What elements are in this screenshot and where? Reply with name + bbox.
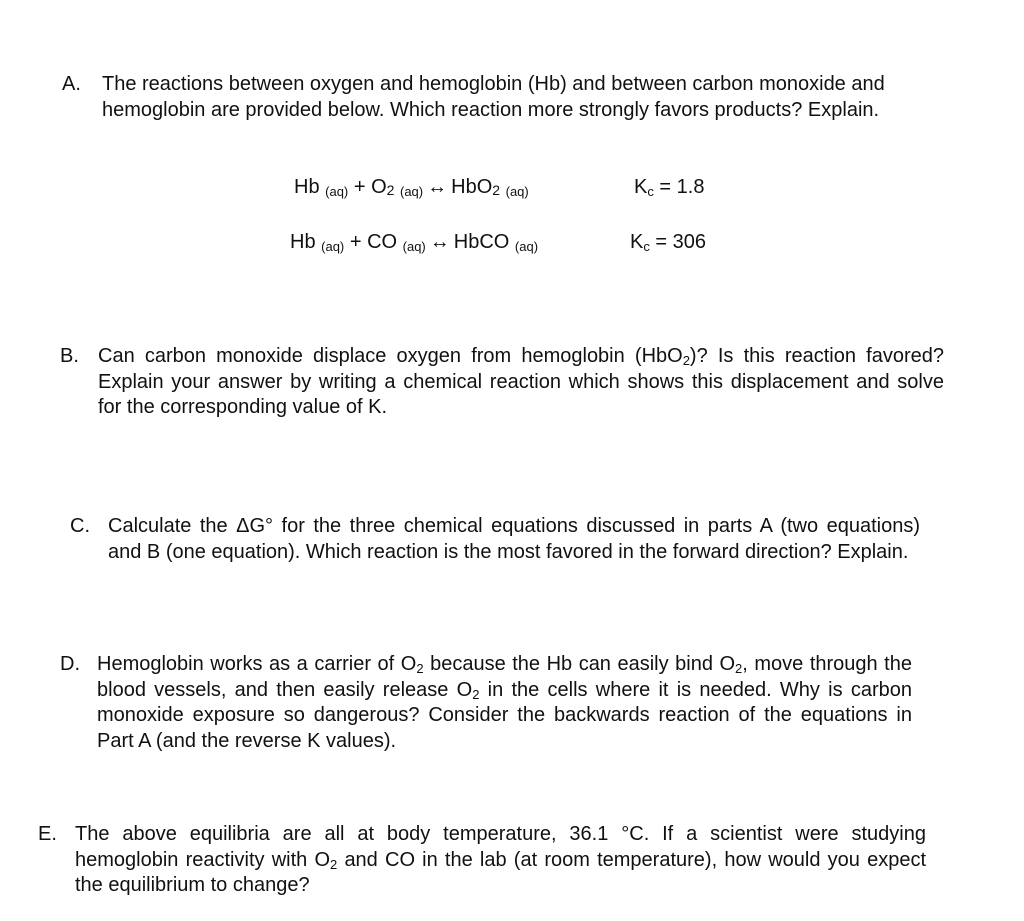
question-text: The above equilibria are all at body temperature, 36.1 °C. If a scientist were studying hemoglobin reactivity with $O_2$ and CO in the lab (at room temperature), how would you expect the equilibrium to change? [75,823,927,896]
question-d [60,652,912,754]
state-label: (aq) [402,239,426,254]
question-letter: D. [60,653,80,675]
question-letter: E. [38,823,57,845]
state-label: (aq) [325,184,349,199]
equilibrium-arrow: ↔ [427,176,448,198]
question-text: Can carbon monoxide displace oxygen from hemoglobin (HbO$_2$)? Is this reaction favored? Explain your answer by writing a chemical reaction which shows this displacement and solve for the corresponding value of K. [98,345,944,418]
reactant-hb: Hb [294,176,320,198]
equation-hb-o2 [294,176,529,199]
question-text: The reactions between oxygen and hemoglobin (Hb) and between carbon monoxide and hemoglobin are provided below. Which reaction more strongly favors products? Explain. [102,73,885,121]
equilibrium-arrow: ↔ [429,231,450,253]
question-text: Calculate the ΔG° for the three chemical equations discussed in parts A (two equations) and B (one equation). Which reaction is the most favored in the forward direction? Explain. [108,515,920,563]
state-label: (aq) [505,184,529,199]
state-label: (aq) [321,239,345,254]
question-letter: A. [62,73,81,95]
question-a [62,72,952,123]
equilibrium-constant-1: $K_c = 1.8$ [634,176,705,199]
reactant-o2: O2 [371,176,395,198]
question-letter: C. [70,515,90,537]
question-e [38,822,926,899]
question-letter: B. [60,345,79,367]
question-text: Hemoglobin works as a carrier of $O_2$ because the Hb can easily bind $O_2$, move through the blood vessels, and then easily release $O_2$ in the cells where it is needed. Why is carbon monoxide exposure so dangerous? Consider the backwards reaction of the equations in Part A (and the reverse K values). [97,653,912,752]
reactant-co: CO [367,231,398,253]
plus-sign: + [353,176,366,198]
equilibrium-constant-2: $K_c = 306$ [630,231,707,254]
question-b [60,344,944,421]
plus-sign: + [349,231,362,253]
reactant-hb: Hb [290,231,316,253]
state-label: (aq) [514,239,539,254]
product-hbco: HbCO [453,231,510,253]
state-label: (aq) [400,184,424,199]
equation-hb-co [290,231,538,254]
question-c [70,514,920,565]
product-hbo2: HbO2 [451,176,501,198]
